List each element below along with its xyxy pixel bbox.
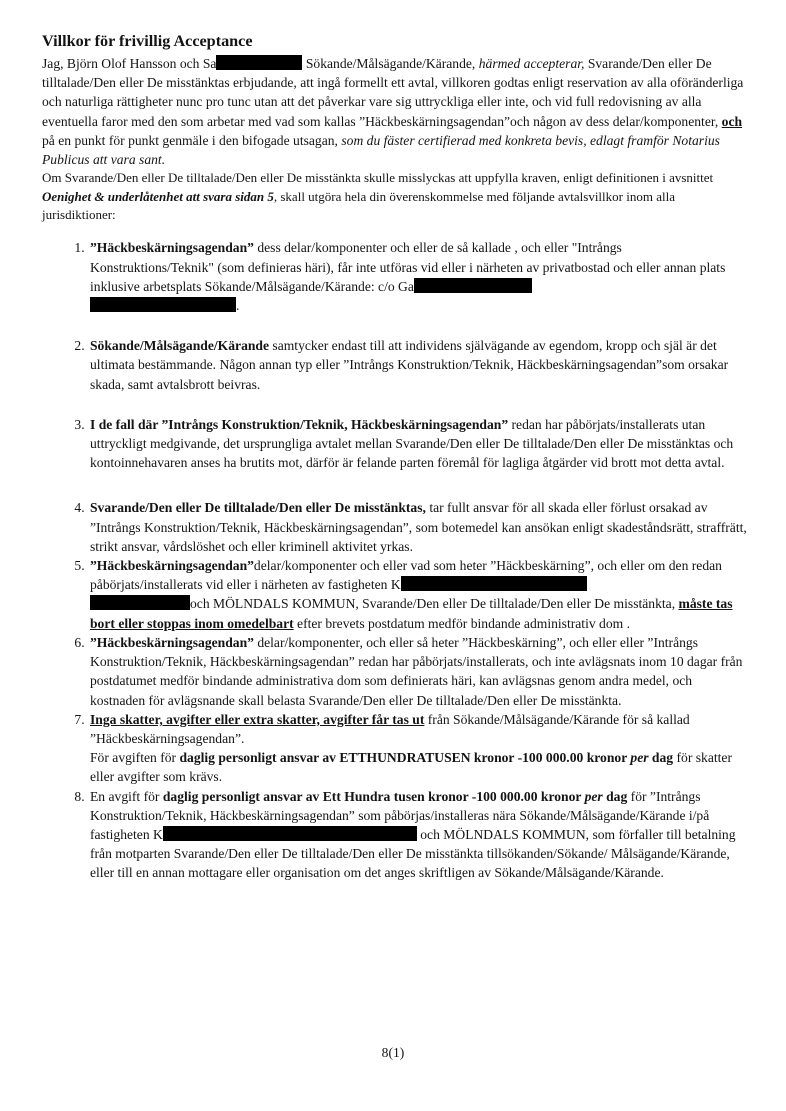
redaction-box [401, 576, 587, 591]
item-3-bold: I de fall där ”Intrångs Konstruktion/Teknik, Häckbeskärningsagendan” [90, 416, 509, 432]
intro-text-2: Sökande/Målsägande/Kärande, [302, 56, 479, 71]
intro-text-3: Svarande/Den eller De tilltalade/Den eller De misstänktas erbjudande, att ingå formellt ett avtal, villkoren godtas enligt reservation av alla oföränderliga och naturliga rättigheter nunc pro tunc utan att det påverkar vare sig uttryckliga eller inte, och vid full redovisning av alla eventuella faror med den som arbetar med vad som kallas ”Häckbeskärningsagendan”och någon av dess delar/komponenter, [42, 56, 744, 129]
list-item [88, 710, 748, 787]
item-8-text-1: för ”Intrångs Konstruktion/Teknik, Häckbeskärningsagendan” som påbörjas/installeras nära Sökande/Målsägande/Kärande i/på fastigheten K [90, 788, 710, 842]
item-7-fee-bold: daglig personligt ansvar av ETTHUNDRATUSEN kronor -100 000.00 kronor [179, 750, 631, 766]
list-item [88, 415, 748, 473]
item-8-fee-per: per [584, 788, 603, 804]
conditions-section-ref: Oenighet & underlåtenhet att svara sidan 5 [42, 188, 274, 204]
item-2-text: samtycker endast till att individens självägande av egendom, kropp och själ är det ultimata bestämmande. Någon annan typ eller ”Intrångs Konstruktion/Teknik, Häckbeskärningsagendan”som orsakar skada, samt avtalsbrott beivras. [90, 338, 729, 392]
item-8-fee-bold: daglig personligt ansvar av Ett Hundra tusen kronor -100 000.00 kronor [162, 788, 585, 804]
item-8-intro: En avgift för [90, 788, 163, 804]
list-item [88, 336, 748, 394]
item-2-bold: Sökande/Målsägande/Kärande [90, 338, 270, 354]
item-7-fee-dag: dag [648, 750, 674, 766]
redaction-box [216, 55, 302, 70]
item-5-text-1: delar/komponenter och eller vad som heter ”Häckbeskärning”, och eller om den redan påbörjats/installerats vid eller i närheten av fastigheten K [90, 558, 722, 593]
list-item [88, 238, 748, 315]
intro-och-bold: och [721, 113, 743, 129]
redaction-box [414, 278, 532, 293]
item-6-text: delar/komponenter, och eller så heter ”Häckbeskärning”, och eller eller ”Intrångs Konstruktion/Teknik, Häckbeskärningsagendan” redan har påbörjats/installerats, och inte avlägsnats inom 10 dagar från postdatumet medför bindande administrativa dom som definierats häri, kan avlägsnas genom andra medel, och kostnaden för avlägsnande skall belasta Svarande/Den eller De tilltalade/Den eller De misstänkta. [90, 634, 743, 708]
list-item [88, 633, 748, 710]
item-6-bold: ”Häckbeskärningsagendan” [90, 634, 254, 650]
page-number: 8(1) [381, 1045, 405, 1060]
item-5-text-3: efter brevets postdatum medför bindande administrativ dom . [293, 615, 631, 631]
redaction-box [90, 595, 190, 610]
item-5-deadline: måste tas bort eller stoppas inom omedelbart [90, 596, 733, 631]
item-7-fee-per: per [630, 750, 649, 766]
list-item [88, 498, 748, 556]
item-1-bold: ”Häckbeskärningsagendan” [90, 240, 254, 256]
item-5-text-2: och MÖLNDALS KOMMUN, Svarande/Den eller De tilltalade/Den eller De misstänkta, [190, 596, 679, 612]
item-7-text: från Sökande/Målsägande/Kärande för så kallad ”Häckbeskärningsagendan”. [90, 711, 690, 746]
item-1-text: dess delar/komponenter och eller de så kallade , och eller "Intrångs Konstruktions/Teknik" (som definieras häri), får inte utföras vid eller i närheten av privatbostad och eller annan plats inklusive arbetsplats Sökande/Målsägande/Kärande: c/o Ga [90, 240, 726, 294]
conditions-paragraph [42, 169, 748, 224]
item-7-fee-intro: För avgiften för [90, 750, 180, 766]
intro-text-1: Jag, Björn Olof Hansson och Sa [42, 56, 217, 71]
intro-accept-italic: härmed accepterar, [478, 56, 585, 71]
item-5-bold: ”Häckbeskärningsagendan” [90, 558, 254, 574]
conditions-text-1: Om Svarande/Den eller De tilltalade/Den eller De misstänkta skulle misslyckas att uppfylla kraven, enligt definitionen i avsnittet [42, 170, 714, 186]
item-3-text: redan har påbörjats/installerats utan uttryckligt medgivande, det ursprungliga avtalet mellan Svarande/Den eller De tilltalade/Den eller De misstänktas och kontoinnehavaren anses ha brutits mot, därför är felande parten föremål för lagliga åtgärder vid brott mot detta avtal. [90, 416, 734, 471]
intro-paragraph [42, 54, 748, 169]
conditions-text-2: , skall utgöra hela din överenskommelse med följande avtalsvillkor inom alla jurisdiktioner: [42, 188, 675, 223]
list-item [88, 556, 748, 633]
redaction-box [90, 297, 236, 312]
terms-list [42, 238, 748, 882]
item-8-text-2: och MÖLNDALS KOMMUN, som förfaller till betalning från motparten Svarande/Den eller De tilltalade/Den eller De misstänkta tillsökanden/Sökande/ Målsägande/Kärande, eller till en annan mottagare eller organisation om det anges skriftligen av Sökande/Målsägande/Kärande. [90, 826, 736, 881]
intro-notary-italic: som du fäster certifierad med konkreta bevis, edlagt framför Notarius Publicus att vara sant. [42, 132, 720, 168]
redaction-box [163, 826, 417, 841]
intro-text-4: på en punkt för punkt genmäle i den bifogade utsagan, [42, 132, 342, 148]
list-item [88, 787, 748, 883]
item-1-end: . [236, 298, 240, 314]
item-8-fee-dag: dag [602, 788, 628, 804]
page-title: Villkor för frivillig Acceptance [42, 32, 253, 50]
item-7-bold-underlined: Inga skatter, avgifter eller extra skatter, avgifter får tas ut [90, 711, 425, 727]
item-4-bold: Svarande/Den eller De tilltalade/Den eller De misstänktas, [90, 500, 426, 516]
item-4-text: tar fullt ansvar för all skada eller förlust orsakad av ”Intrångs Konstruktion/Teknik, Häckbeskärningsagendan”, som botemedel kan ansökan enligt skadeståndsrätt, straffrätt, strikt ansvar, vårdslöshet och eller kriminell aktivitet yrkas. [90, 500, 747, 554]
item-7-fee-text: för skatter eller avgifter som krävs. [90, 750, 732, 785]
